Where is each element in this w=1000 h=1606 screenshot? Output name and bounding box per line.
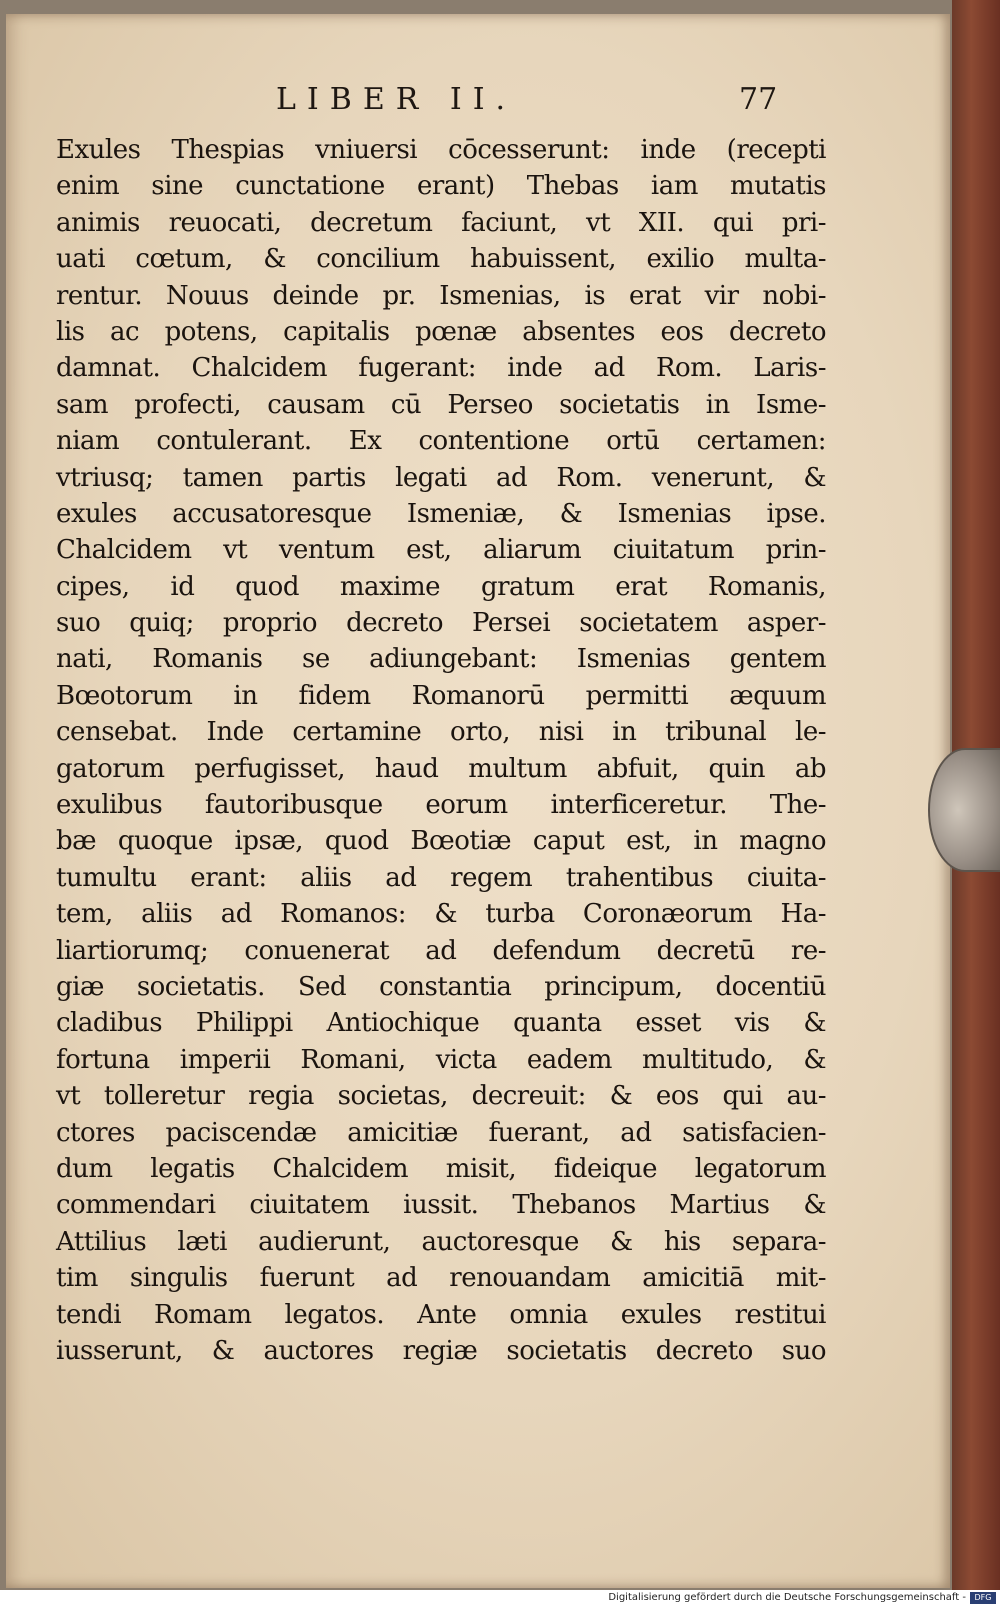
text-line: Attilius læti audierunt, auctoresque & his separa- <box>56 1226 826 1257</box>
text-line: bæ quoque ipsæ, quod Bœotiæ caput est, in magno <box>56 826 826 857</box>
text-line: enim sine cunctatione erant) Thebas iam mutatis <box>56 171 826 202</box>
text-line: ctores paciscendæ amicitiæ fuerant, ad satisfacien- <box>56 1117 826 1148</box>
text-line: gatorum perfugisset, haud multum abfuit, quin ab <box>56 753 826 784</box>
text-line: suo quiq; proprio decreto Persei societatem asper- <box>56 608 826 639</box>
text-line: rentur. Nouus deinde pr. Ismenias, is erat vir nobi- <box>56 280 826 311</box>
text-line: animis reuocati, decretum faciunt, vt XII. qui pri- <box>56 207 826 238</box>
text-line: liartiorumq; conuenerat ad defendum decretū re- <box>56 935 826 966</box>
text-line: damnat. Chalcidem fugerant: inde ad Rom. Laris- <box>56 353 826 384</box>
text-line: cipes, id quod maxime gratum erat Romanis, <box>56 571 826 602</box>
page-number: 77 <box>739 82 778 117</box>
text-line: tumultu erant: aliis ad regem trahentibus ciuita- <box>56 862 826 893</box>
text-line: tem, aliis ad Romanos: & turba Coronæorum Ha- <box>56 899 826 930</box>
text-line: censebat. Inde certamine orto, nisi in tribunal le- <box>56 717 826 748</box>
funding-credit: Digitalisierung gefördert durch die Deutsche Forschungsgemeinschaft - <box>608 1592 966 1603</box>
digitization-footer <box>0 1590 1000 1606</box>
text-line: Chalcidem vt ventum est, aliarum ciuitatum prin- <box>56 535 826 566</box>
text-line: lis ac potens, capitalis pœnæ absentes eos decreto <box>56 316 826 347</box>
text-line: vt tolleretur regia societas, decreuit: & eos qui au- <box>56 1081 826 1112</box>
text-line: exulibus fautoribusque eorum interficeretur. The- <box>56 790 826 821</box>
paper-page <box>6 14 950 1588</box>
text-line: Exules Thespias vniuersi cōcesserunt: inde (recepti <box>56 135 826 165</box>
text-line: cladibus Philippi Antiochique quanta esset vis & <box>56 1008 826 1039</box>
text-line: exules accusatoresque Ismeniæ, & Ismenias ipse. <box>56 498 826 529</box>
text-line: fortuna imperii Romani, victa eadem multitudo, & <box>56 1044 826 1075</box>
body-text <box>56 132 826 1369</box>
dfg-logo: DFG <box>970 1592 996 1604</box>
text-line: Bœotorum in fidem Romanorū permitti æquum <box>56 680 826 711</box>
book-clasp <box>928 748 1000 872</box>
text-line: sam profecti, causam cū Perseo societatis in Isme- <box>56 389 826 420</box>
page-header <box>6 82 950 122</box>
text-line: vtriusq; tamen partis legati ad Rom. venerunt, & <box>56 462 826 493</box>
text-line: commendari ciuitatem iussit. Thebanos Martius & <box>56 1190 826 1221</box>
text-line: iusserunt, & auctores regiæ societatis decreto suo <box>56 1335 826 1366</box>
running-title: LIBER II. <box>276 82 517 117</box>
text-line: tendi Romam legatos. Ante omnia exules restitui <box>56 1299 826 1330</box>
text-line: nati, Romanis se adiungebant: Ismenias gentem <box>56 644 826 675</box>
text-line: dum legatis Chalcidem misit, fideique legatorum <box>56 1153 826 1184</box>
text-line: giæ societatis. Sed constantia principum, docentiū <box>56 971 826 1002</box>
text-line: tim singulis fuerunt ad renouandam amicitiā mit- <box>56 1263 826 1294</box>
text-line: niam contulerant. Ex contentione ortū certamen: <box>56 426 826 457</box>
text-line: uati cœtum, & concilium habuissent, exilio multa- <box>56 244 826 275</box>
